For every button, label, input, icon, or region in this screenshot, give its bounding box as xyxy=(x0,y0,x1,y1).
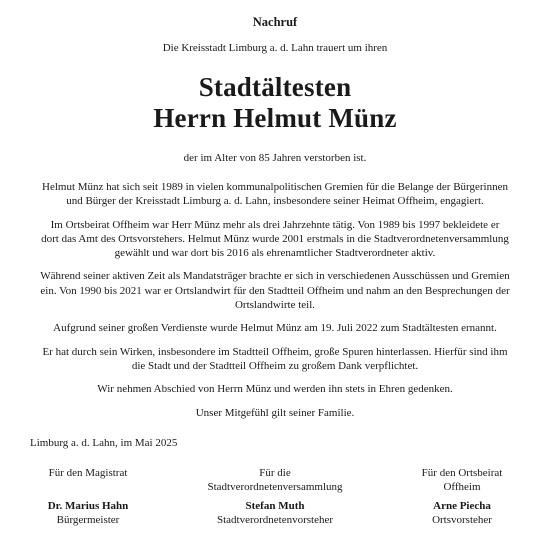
signatory-body-line: Offheim xyxy=(443,480,481,493)
paragraph-line: Während seiner aktiven Zeit als Mandatsträger brachte er sich in verschiedenen Ausschüssen und Gremien xyxy=(40,270,510,283)
signatory-name: Dr. Marius Hahn xyxy=(47,499,129,512)
paragraph-line: Wir nehmen Abschied von Herrn Münz und werden ihn stets in Ehren gedenken. xyxy=(97,383,453,396)
place-date: Limburg a. d. Lahn, im Mai 2025 xyxy=(30,436,178,449)
paragraph-5 xyxy=(28,345,522,374)
signatory-role: Stadtverordnetenvorsteher xyxy=(216,513,334,526)
signatory-body-line: Für die xyxy=(259,466,291,479)
signatory-body-line: Stadtverordnetenversammlung xyxy=(207,480,343,493)
paragraph-7 xyxy=(28,406,522,420)
paragraph-line: Aufgrund seiner großen Verdienste wurde Helmut Münz am 19. Juli 2022 zum Stadtältesten ernannt. xyxy=(53,322,497,335)
signatory-role: Ortsvorsteher xyxy=(432,513,492,526)
paragraph-line: und Bürger der Kreisstadt Limburg a. d. Lahn, insbesondere seiner Heimat Offheim, engagiert. xyxy=(66,195,484,208)
signatory-body-line: Für den Magistrat xyxy=(48,466,128,479)
paragraph-2 xyxy=(28,218,522,261)
paragraph-line: die Stadt und der Stadtteil Offheim zu großem Dank verpflichtet. xyxy=(131,359,419,372)
signatory-body-magistrat xyxy=(28,466,148,480)
signatory-magistrat xyxy=(28,499,148,527)
paragraph-6 xyxy=(28,382,522,396)
paragraph-3 xyxy=(28,269,522,312)
paragraph-line: Unser Mitgefühl gilt seiner Familie. xyxy=(195,406,355,419)
paragraph-line: Im Ortsbeirat Offheim war Herr Münz mehr als drei Jahrzehnte tätig. Von 1989 bis 1997 bekleidete er xyxy=(50,218,500,231)
signatory-body-stvv xyxy=(175,466,375,494)
title-line-1: Stadtältesten xyxy=(198,72,352,102)
signatory-body-ortsbeirat xyxy=(402,466,522,494)
signatory-name: Stefan Muth xyxy=(245,499,305,512)
signatory-bodies xyxy=(28,466,522,494)
paragraph-line: Ortslandwirte teil. xyxy=(234,299,316,312)
notice-heading: Nachruf xyxy=(252,15,298,29)
paragraph-line: dort das Amt des Ortsvorstehers. Helmut Münz wurde 2001 erstmals in die Stadtverordnetenversammlung xyxy=(41,232,509,245)
signatory-role: Bürgermeister xyxy=(56,513,120,526)
paragraph-1 xyxy=(28,180,522,209)
paragraph-line: Er hat durch sein Wirken, insbesondere im Stadtteil Offheim, große Spuren hinterlassen. Hierfür sind ihm xyxy=(42,345,508,358)
signatory-stvv xyxy=(175,499,375,527)
signatory-name: Arne Piecha xyxy=(433,499,491,512)
title-line-2: Herrn Helmut Münz xyxy=(153,103,397,133)
paragraph-line: gewählt und war dort bis 2016 als ehrenamtlicher Stadtverordneter aktiv. xyxy=(114,247,436,260)
signatory-ortsbeirat xyxy=(402,499,522,527)
paragraph-4 xyxy=(28,321,522,335)
honoree-title xyxy=(28,72,522,134)
paragraph-line: Helmut Münz hat sich seit 1989 in vielen kommunalpolitischen Gremien für die Belange der Bürgerinnen xyxy=(42,181,508,193)
signatory-body-line: Für den Ortsbeirat xyxy=(421,466,503,479)
signatory-names xyxy=(28,499,522,527)
intro-line: Die Kreisstadt Limburg a. d. Lahn trauert um ihren xyxy=(162,42,388,54)
age-line: der im Alter von 85 Jahren verstorben ist. xyxy=(183,152,367,164)
paragraph-line: ein. Von 1990 bis 2021 war er Ortslandwirt für den Stadtteil Offheim und nahm an den Besprechungen der xyxy=(40,284,510,297)
